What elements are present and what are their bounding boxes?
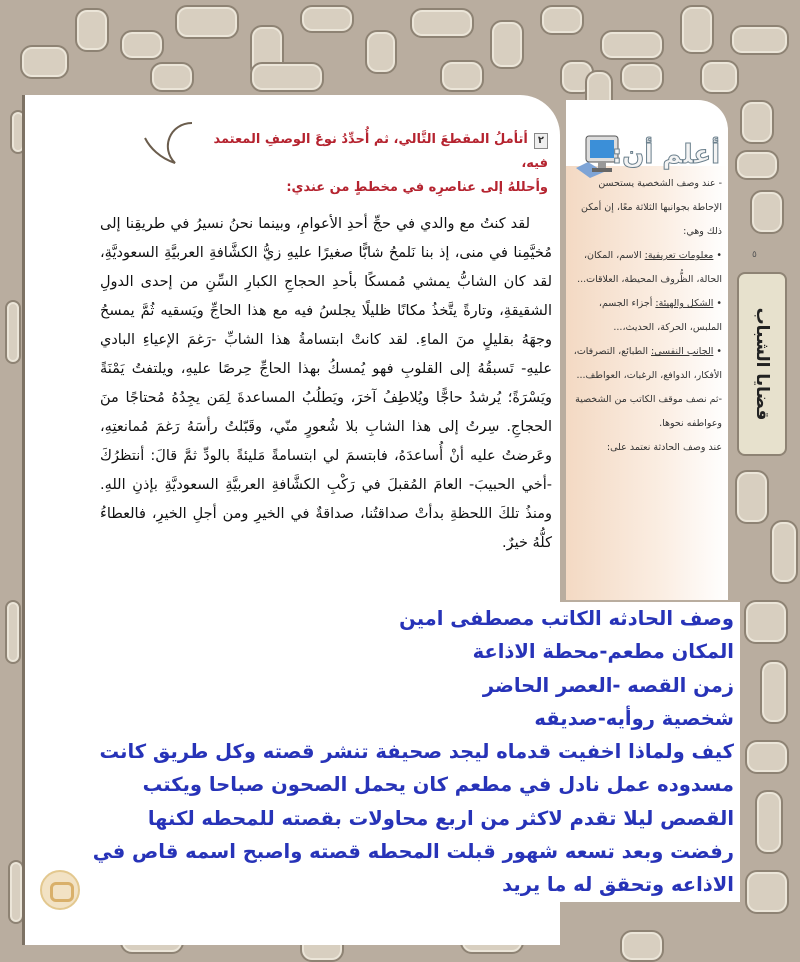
decorative-pill <box>620 930 664 962</box>
info-sidebar <box>566 100 728 600</box>
answer-line: كيف ولماذا اخفيت قدماه ليجد صحيفة تنشر قصته وكل طريق كانت <box>99 740 734 764</box>
item-label: معلومات تعريفية: <box>644 250 714 261</box>
decorative-pill <box>440 60 484 92</box>
sidebar-outro: عند وصف الحادثة نعتمد على: <box>606 442 722 453</box>
sidebar-intro: - عند وصف الشخصية يستحسن الإحاطة بجوانبها الثلاثة معًا، إن أمكن ذلك وهي: <box>581 178 722 237</box>
decorative-pill <box>410 8 474 38</box>
answer-line: مسدوده عمل نادل في مطعم كان يحمل الصحون صباحا ويكتب <box>142 773 734 797</box>
decorative-pill <box>540 5 584 35</box>
sidebar-body <box>572 172 722 460</box>
item-text: أجزاء الجسم، الملبس، الحركة، الحديث،... <box>598 298 722 333</box>
sidebar-outro: -ثم نصف موقف الكاتب من الشخصية وعواطفه نحوها. <box>575 394 722 429</box>
decorative-pill <box>735 150 779 180</box>
decorative-pill <box>5 300 21 364</box>
unit-tab-label: قضايا الشباب <box>752 307 772 421</box>
decorative-pill <box>744 600 788 644</box>
decorative-pill <box>730 25 789 55</box>
decorative-pill <box>75 8 109 52</box>
answer-line: المكان مطعم-محطة الاذاعة <box>472 640 734 664</box>
decorative-pill <box>20 45 69 79</box>
answer-line: الاذاعه وتحقق له ما يريد <box>502 873 734 897</box>
decorative-pill <box>745 740 789 774</box>
sidebar-item: • الجانب النفسي: الطبائع، التصرفات، الأفكار، الدوافع، الرغبات، العواطف... <box>573 346 722 381</box>
decorative-pill <box>735 470 769 524</box>
decorative-pill <box>745 870 789 914</box>
reading-passage: لقد كنتُ مع والدي في حجِّ أحدِ الأعوامِ، وبينما نحنُ نسيرُ في طريقِنا إلى مُخيَّمِنا في منى، إذ بنا نَلمحُ شابًّا صغيرًا عليهِ زيُّ الكشَّافةِ العربيَّةِ السعوديَّةِ، لقد كان الشابُّ يمشي مُمسكًا بأحدِ الحجاجِ الكبارِ السِّنِ من إحدى الدولِ الشقيقةِ، وتارةً يتَّخذُ مكانًا ظليلًا يجلسُ فيه مع هذا الحاجِّ ويَسقيه ثُمَّ يمسحُ وجهَهُ بقليلٍ منَ الماءِ. لقد كانتْ ابتسامةُ هذا الشابِّ -رَغمَ الإعياءِ البادي عليهِ- تَسبقُهُ إلى القلوبِ فهو يُمسكُ بهذا الحاجِّ حِرصًا عليهِ، ويلتفتُ يَمْنَةً ويَسْرَةً؛ يُرشدُ حاجًّا ويُلاطِفُ آخرَ، ويَطلُبُ المساعدةَ لِمَن يجِدُهُ مُحتاجًا منَ الحجاجِ. سِرتُ إلى هذا الشابِ بلا شُعورٍ منّي، وقَبّلتُ رأسَهُ رَغمَ مُمانعتِهِ، وعَرضتُ عليه أنْ أُساعدَهُ، فابتسمَ لي ابتسامةً مَليئةً بالودِّ ثمَّ قالَ: أنتظرُكَ -أخي الحبيبَ- العامَ المُقبلَ في رَكْبِ الكشَّافةِ العربيَّةِ السعوديَّةِ بإذنِ اللهِ. ومنذُ تلكَ اللحظةِ بدأتْ صداقتُنا، صداقةٌ في الخيرِ ومن أجلِ الخيرِ، فالعطاءُ كلُّهُ خيرٌ. <box>100 216 552 551</box>
unit-tab <box>737 272 787 456</box>
decorative-pill <box>755 790 783 854</box>
decorative-pill <box>120 30 164 60</box>
question-number: ٢ <box>534 133 548 149</box>
decorative-pill <box>490 20 524 69</box>
decorative-pill <box>250 62 324 92</box>
decorative-pill <box>680 5 714 54</box>
decorative-pill <box>740 100 774 144</box>
decorative-pill <box>750 190 784 234</box>
instruction-line: أتأملُ المقطعَ التَّالي، ثم أُحدِّدُ نوعَ الوصفِ المعتمد فيه، <box>213 132 548 171</box>
decorative-pill <box>175 5 239 39</box>
item-label: الجانب النفسي: <box>651 346 714 357</box>
decorative-pill <box>700 60 739 94</box>
sidebar-item: • الشكل والهيئة: أجزاء الجسم، الملبس، الحركة، الحديث،... <box>598 298 722 333</box>
decorative-pill <box>150 62 194 92</box>
exercise-instruction <box>196 128 548 200</box>
decorative-pill <box>365 30 397 74</box>
sidebar-item: • معلومات تعريفية: الاسم، المكان، الحالة، الظُّروف المحيطة، العلاقات... <box>577 250 722 285</box>
decorative-pill <box>600 30 664 60</box>
answer-line: وصف الحادثه الكاتب مصطفى امين <box>399 607 734 630</box>
answer-line: زمن القصه -العصر الحاضر <box>482 673 734 697</box>
item-text: الطبائع، التصرفات، الأفكار، الدوافع، الرغبات، العواطف... <box>573 346 722 381</box>
instruction-line: وأحللهُ إلى عناصرِه في مخططٍ من عندي: <box>286 180 548 195</box>
page-marker: ٥ <box>752 250 757 260</box>
answer-line: القصص ليلا تقدم لاكثر من اربع محاولات بقصته للمحطه لكنها <box>147 806 734 830</box>
sidebar-title: أعلم أن: <box>611 140 720 170</box>
decorative-pill <box>300 5 354 33</box>
student-answer <box>88 602 740 902</box>
decorative-pill <box>770 520 798 584</box>
item-text: الاسم، المكان، الحالة، الظُّروف المحيطة، العلاقات... <box>577 250 722 285</box>
item-label: الشكل والهيئة: <box>655 298 714 309</box>
answer-line: رفضت وبعد تسعه شهور قبلت المحطه قصته واصبح اسمه قاص في <box>92 840 734 864</box>
decorative-pill <box>5 600 21 664</box>
answer-line: شخصية روأيه-صديقه <box>534 706 734 730</box>
decorative-pill <box>620 62 664 92</box>
publisher-logo <box>40 870 80 910</box>
swirl-ornament <box>140 118 196 178</box>
decorative-pill <box>760 660 788 724</box>
